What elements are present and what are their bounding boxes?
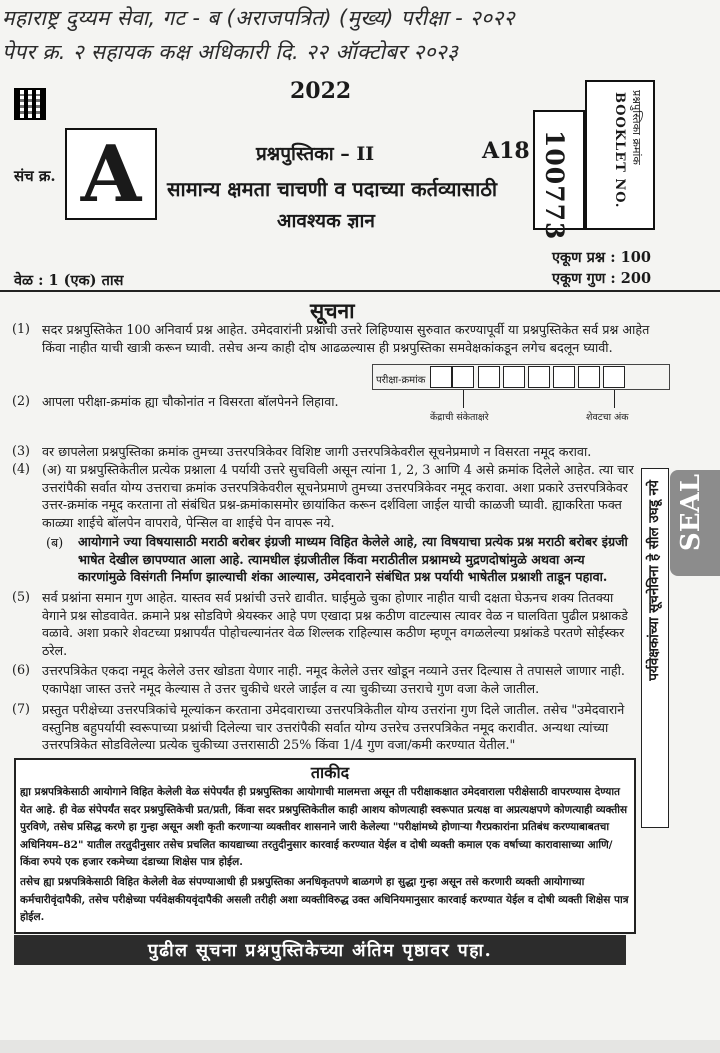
handwritten-exam-name: महाराष्ट्र दुय्यम सेवा, गट - ब (अराजपत्रित) (मुख्य) परीक्षा - २०२२ (2, 6, 515, 30)
roll-number-cell[interactable] (528, 366, 550, 388)
total-marks: एकूण गुण : 200 (552, 270, 652, 287)
warning-heading: ताकीद (310, 763, 350, 782)
time-allowed: वेळ : 1 (एक) तास (14, 272, 124, 289)
instruction-item-4b: आयोगाने ज्या विषयासाठी मराठी बरोबर इंग्रजी माध्यम विहित केलेले आहे, त्या विषयाचा प्रत्येक प्रश्न मराठी बरोबर इंग्रजी भाषेत देखील छापण्यात आला आहे. त्यामधील इंग्रजीतील किंवा मराठीतील प्रश्नामध्ये मुद्रणदोषांमुळे अथवा अन्य कारणांमुळे विसंगती निर्माण झाल्याची शंका आल्यास, उमेदवाराने संबंधित प्रश्न पर्यायी भाषेतील प्रश्नाशी ताडून पहावा. (78, 534, 628, 585)
arrow-up-icon (614, 390, 615, 408)
roll-number-cell[interactable] (478, 366, 500, 388)
exam-year: 2022 (290, 78, 352, 104)
series-label: संच क्र. (14, 167, 56, 185)
serial-number: 100773 (540, 130, 569, 241)
instruction-item-4a: (अ) या प्रश्नपुस्तिकेतील प्रत्येक प्रश्नाला 4 पर्यायी उत्तरे सुचविली असून त्यांना 1, 2, 3 आणि 4 असे क्रमांक दिलेले आहेत. त्या चार उत्तरांपैकी सर्वात योग्य उत्तराचा क्रमांक उत्तरपत्रिकेवरील सूचनेप्रमाणे तुमच्या उत्तरपत्रिकेवर नमूद करावा. अशा प्रकारे उत्तरपत्रिकेवर उत्तर-क्रमांक नमूद करताना तो संबंधित प्रश्न-क्रमांकासमोर छायांकित करून दर्शविला जाईल याची काळजी घ्यावी. ह्याकरिता फक्त काळ्या शाईचे बॉलपेन वापरावे, पेन्सिल वा शाईचे पेन वापरू नये. (42, 462, 634, 530)
paper-code: A18 (482, 138, 530, 164)
instruction-item-7: प्रस्तुत परीक्षेच्या उत्तरपत्रिकांचे मूल्यांकन करताना उमेदवाराच्या उत्तरपत्रिकेतील योग्य उत्तरांना गुण दिले जातील. तसेच "उमेदवाराने वस्तुनिष्ठ बहुपर्यायी स्वरूपाच्या प्रश्नांची दिलेल्या चार उत्तरांपैकी सर्वात योग्य उत्तरेच उत्तरपत्रिकेत नमूद करावीत. अन्यथा त्यांच्या उत्तरपत्रिकेत सोडविलेल्या प्रत्येक चुकीच्या उत्तरासाठी 25% किंवा 1/4 गुण वजा/कमी करण्यात येतील." (42, 702, 625, 753)
roll-note-centre-code: केंद्राची संकेताक्षरे (430, 412, 489, 423)
instruction-item-5: सर्व प्रश्नांना समान गुण आहेत. यास्तव सर्व प्रश्नांची उत्तरे द्यावीत. घाईमुळे चुका होणार नाहीत याची दक्षता घेऊनच शक्य तितक्या वेगाने प्रश्न सोडवावेत. क्रमाने प्रश्न सोडविणे श्रेयस्कर आहे पण एखादा प्रश्न कठीण वाटल्यास त्यावर वेळ न घालविता पुढील प्रश्नाकडे वळावे. अशा प्रकारे शेवटच्या प्रश्नापर्यंत पोहोचल्यानंतर वेळ शिल्लक राहिल्यास कठीण म्हणून वगळलेल्या प्रश्नांकडे परतणे सोईस्कर ठरेल. (42, 590, 628, 658)
instruction-item-2: आपला परीक्षा-क्रमांक ह्या चौकोनांत न विसरता बॉलपेनने लिहावा. (42, 394, 339, 409)
instruction-item-6: उत्तरपत्रिकेत एकदा नमूद केलेले उत्तर खोडता येणार नाही. नमूद केलेले उत्तर खोडून नव्याने उत्तर दिल्यास ते तपासले जाणार नाही. एकापेक्षा जास्त उत्तरे नमूद केल्यास ते उत्तर चुकीचे धरले जाईल व त्या चुकीच्या उत्तराचे गुण वजा केले जातील. (42, 663, 625, 696)
total-questions: एकूण प्रश्न : 100 (552, 249, 651, 266)
footer-banner-text: पुढील सूचना प्रश्नपुस्तिकेच्या अंतिम पृष्ठावर पहा. (147, 941, 493, 961)
roll-number-cell[interactable] (578, 366, 600, 388)
subject-title-line2: आवश्यक ज्ञान (277, 210, 375, 232)
instruction-item-1: सदर प्रश्नपुस्तिकेत 100 अनिवार्य प्रश्न आहेत. उमेदवारांनी प्रश्नांची उत्तरे लिहिण्यास सुरुवात करण्यापूर्वी या प्रश्नपुस्तिकेत सर्व प्रश्न आहेत किंवा नाहीत याची खात्री करून घ्यावी. तसेच अन्य काही दोष आढळल्यास ही प्रश्नपुस्तिका समवेक्षकांकडून लगेच बदलून घ्यावी. (42, 322, 650, 355)
warning-paragraph-1: ह्या प्रश्नपत्रिकेसाठी आयोगाने विहित केलेली वेळ संपेपर्यंत ही प्रश्नपुस्तिका आयोगाची मालमत्ता असून ती परीक्षाकक्षात उमेदवाराला परीक्षेसाठी वापरण्यास देण्यात येत आहे. ही वेळ संपेपर्यंत सदर प्रश्नपुस्तिकेची प्रत/प्रती, किंवा सदर प्रश्नपुस्तिकेतील काही आशय कोणत्याही स्वरूपात प्रत्यक्ष वा अप्रत्यक्षपणे कोणत्याही व्यक्तीस पुरविणे, तसेच प्रसिद्ध करणे हा गुन्हा असून अशी कृती करणाऱ्या व्यक्तीवर शासनाने जारी केलेल्या "परीक्षांमध्ये होणाऱ्या गैरप्रकारांना प्रतिबंध करण्याबाबतचा अधिनियम–82" यातील तरतुदीनुसार तसेच प्रचलित कायद्याच्या तरतुदीनुसार कारवाई करण्यात येईल व दोषी व्यक्ती कमाल एक वर्षाच्या कारावासाच्या आणि/किंवा रुपये एक हजार रकमेच्या दंडाच्या शिक्षेस पात्र होईल. (20, 786, 628, 869)
series-letter: A (80, 128, 142, 220)
booklet-title: प्रश्नपुस्तिका – II (256, 143, 375, 165)
roll-number-cell[interactable] (430, 366, 452, 388)
page-edge (0, 1040, 720, 1053)
booklet-number-label-english: BOOKLET NO. (612, 92, 627, 209)
series-letter-box (65, 128, 157, 220)
instruction-number: (6) (12, 662, 30, 677)
instruction-number: (7) (12, 701, 30, 716)
roll-note-last-digit: शेवटचा अंक (586, 412, 629, 423)
booklet-number-label-marathi: प्रश्नपुस्तिका क्रमांक (630, 90, 643, 165)
instruction-number: (5) (12, 589, 30, 604)
qr-code-icon (14, 88, 46, 120)
roll-number-cell[interactable] (603, 366, 625, 388)
instruction-number: (4) (12, 461, 30, 476)
roll-number-label: परीक्षा-क्रमांक (376, 375, 426, 386)
handwritten-paper-date: पेपर क्र. २ सहायक कक्ष अधिकारी दि. २२ ऑक्टोबर २०२३ (2, 40, 459, 64)
instructions-heading: सूचना (310, 298, 355, 323)
arrow-up-icon (463, 390, 464, 408)
instruction-number: (2) (12, 393, 30, 408)
instruction-item-3: वर छापलेला प्रश्नपुस्तिका क्रमांक तुमच्या उत्तरपत्रिकेवर विशिष्ट जागी उत्तरपत्रिकेवरील सूचनेप्रमाणे न विसरता नमूद करावा. (42, 444, 592, 459)
warning-paragraph-2: तसेच ह्या प्रश्नपत्रिकेसाठी विहित केलेली वेळ संपण्याआधी ही प्रश्नपुस्तिका अनधिकृतपणे बाळगणे हा सुद्धा गुन्हा असून तसे करणारी व्यक्ती आयोगाच्या कर्मचारीवृंदापैकी, तसेच परीक्षेच्या पर्यवेक्षकीयवृंदापैकी असली तरीही अशा व्यक्तीविरुद्ध उक्त अधिनियमानुसार कारवाई करण्यात येईल व दोषी व्यक्ती शिक्षेस पात्र होईल. (20, 876, 629, 924)
roll-number-cell[interactable] (503, 366, 525, 388)
header-divider (0, 290, 720, 292)
seal-label: SEAL (676, 474, 706, 552)
subject-title-line1: सामान्य क्षमता चाचणी व पदाच्या कर्तव्यासाठी (167, 177, 498, 201)
instruction-number: (1) (12, 321, 30, 336)
instruction-number: (ब) (46, 535, 64, 550)
instruction-number: (3) (12, 443, 30, 458)
roll-number-cell[interactable] (553, 366, 575, 388)
seal-warning-text: पर्यवेक्षकांच्या सूचनेविना हे सील उघडू नये (646, 480, 662, 681)
roll-number-cell[interactable] (452, 366, 474, 388)
